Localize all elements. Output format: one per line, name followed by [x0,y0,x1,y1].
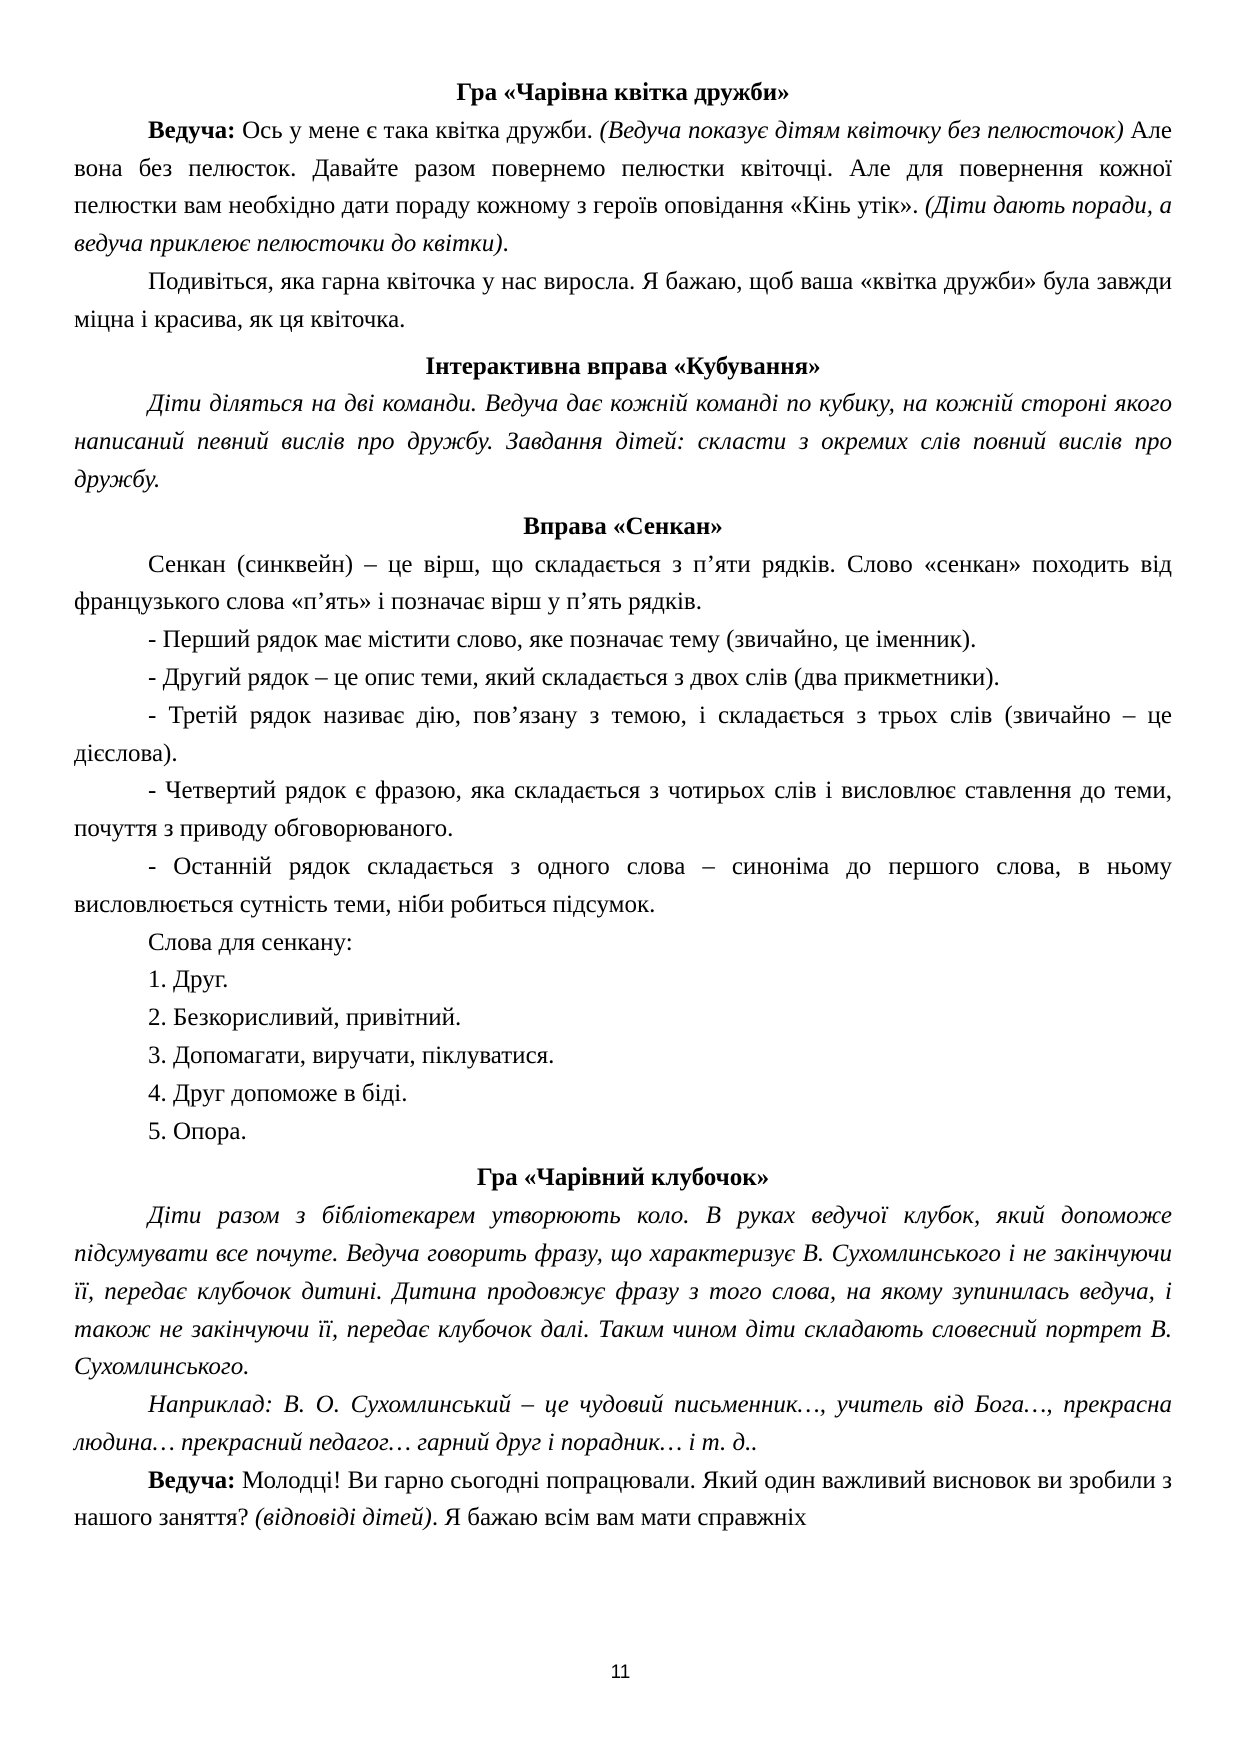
text: . Я бажаю всім вам мати справжніх [431,1504,807,1532]
paragraph [74,1386,1172,1462]
speaker-label: Ведуча: [148,1466,236,1494]
rule-item: - Останній рядок складається з одного слова – синоніма до першого слова, в ньому висловлюється сутність теми, ніби робиться підсумок. [74,852,1172,918]
list-item: 5. Опора. [148,1117,247,1145]
rule-item: - Перший рядок має містити слово, яке позначає тему (звичайно, це іменник). [148,626,977,654]
section-heading: Вправа «Сенкан» [523,512,723,540]
text: Ось у мене є така квітка дружби. [235,116,600,144]
paragraph [74,1197,1172,1386]
section-heading: Інтерактивна вправа «Кубування» [425,352,821,380]
list-item: 3. Допомагати, виручати, піклуватися. [148,1041,555,1069]
text: Молодці! Ви гарно сьогодні попрацювали. Який один важливий висновок ви зробили з нашого заняття? [74,1466,1172,1532]
section-heading: Гра «Чарівний клубочок» [476,1164,770,1192]
rule-item: - Третій рядок називає дію, пов’язану з темою, і складається з трьох слів (звичайно – це дієслова). [74,701,1172,767]
paragraph [74,1462,1172,1538]
rule-item: - Другий рядок – це опис теми, який складається з двох слів (два прикметники). [148,663,1000,691]
speaker-label: Ведуча: [148,116,236,144]
paragraph [74,385,1172,498]
list-item: 4. Друг допоможе в біді. [148,1079,408,1107]
stage-direction: (відповіді дітей) [254,1504,432,1532]
paragraph: Подивіться, яка гарна квіточка у нас виросла. Я бажаю, щоб ваша «квітка дружби» була завжди міцна і красива, як ця квіточка. [74,267,1172,333]
stage-direction: (Ведуча показує дітям квіточку без пелюсточок) [599,116,1124,144]
italic-text: Діти діляться на дві команди. Ведуча дає кожній команді по кубику, на кожній стороні якого написаний певний вислів про дружбу. Завдання дітей: скласти з окремих слів повний вислів про дружбу. [74,390,1172,493]
list-item: 2. Безкорисливий, привітний. [148,1004,462,1032]
italic-text: Наприклад: В. О. Сухомлинський – це чудовий письменник…, учитель від Бога…, прекрасна людина… прекрасний педагог… гарний друг і порадник… і т. д.. [74,1391,1172,1456]
text: Але вона без пелюсток. Давайте разом повернемо пелюстки квіточці. Але для повернення кожної пелюстки вам необхідно дати пораду кожному з героїв оповідання «Кінь утік». [74,116,1172,220]
list-item: 1. Друг. [148,966,229,994]
rule-item: - Четвертий рядок є фразою, яка складається з чотирьох слів і висловлює ставлення до теми, почуття з приводу обговорюваного. [74,777,1172,843]
document-page [74,74,1172,1537]
text: . [502,230,509,258]
words-label: Слова для сенкану: [148,928,353,956]
italic-text: Діти разом з бібліотекарем утворюють коло. В руках ведучої клубок, який допоможе підсумувати все почуте. Ведуча говорить фразу, що характеризує В. Сухомлинського і не закінчуючи її, передає клубочок дитині. Дитина продовжує фразу з того слова, на якому зупинилась ведуча, і також не закінчуючи її, передає клубочок далі. Таким чином діти складають словесний портрет В. Сухомлинського. [74,1202,1172,1381]
section-heading: Гра «Чарівна квітка дружби» [456,79,790,106]
paragraph [74,112,1172,263]
paragraph: Сенкан (синквейн) – це вірш, що складається з п’яти рядків. Слово «сенкан» походить від французького слова «п’ять» і позначає вірш у п’ять рядків. [74,550,1172,616]
page-number: 11 [610,1662,631,1683]
stage-direction: (Діти дають поради, а ведуча приклеює пелюсточки до квітки) [74,192,1172,258]
